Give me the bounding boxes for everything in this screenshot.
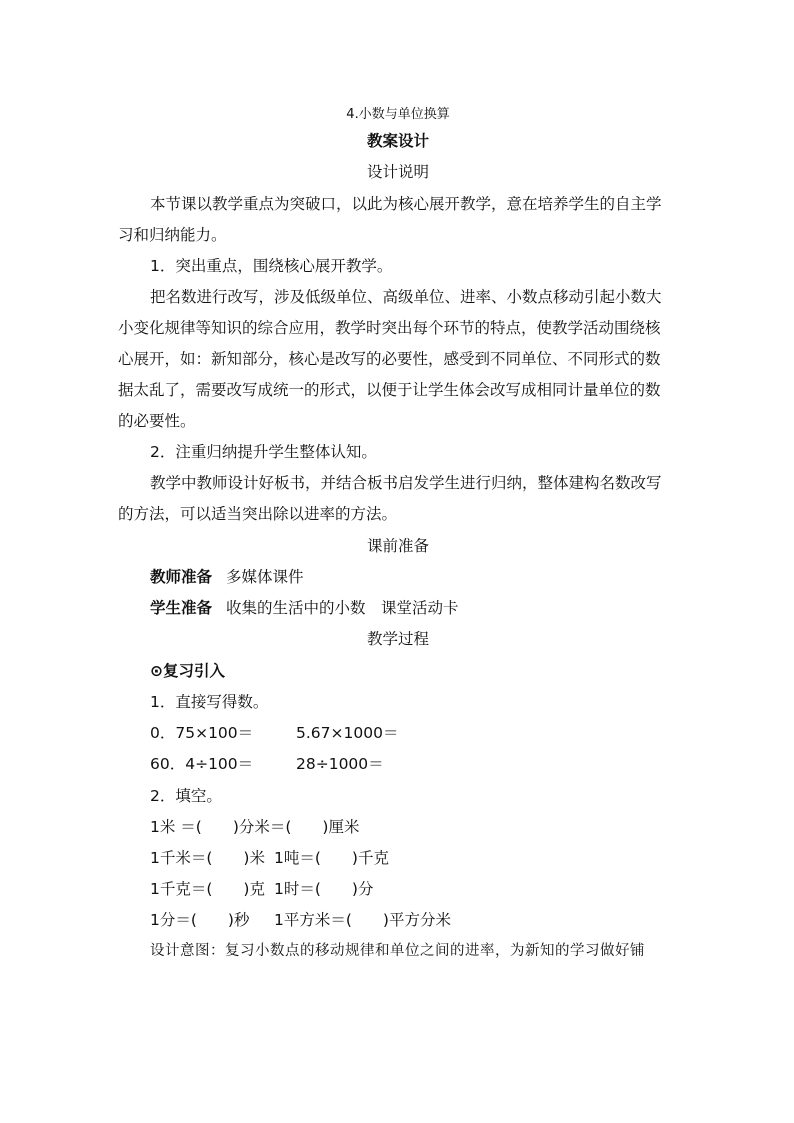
teacher-prep-row: [118, 567, 678, 587]
q1-item-4: 28÷1000＝: [296, 755, 384, 773]
q2-row-2: [118, 848, 678, 868]
doc-title: 4.小数与单位换算: [346, 107, 450, 122]
point1-line-4: 据太乱了，需要改写成统一的形式，以便于让学生体会改写成相同计量单位的数: [118, 381, 661, 399]
student-prep-row: [118, 598, 678, 618]
q1-item-2: 5.67×1000＝: [296, 724, 399, 742]
q2-item-kg: 1千克＝( )克: [150, 880, 265, 898]
process-heading: 教学过程: [366, 630, 429, 648]
intro-line-1: 本节课以教学重点为突破口，以此为核心展开教学，意在培养学生的自主学: [150, 195, 662, 213]
q2-row-1: 1米 ＝( )分米＝( )厘米: [150, 818, 360, 836]
q2-row-4: [118, 910, 678, 930]
teacher-prep-value: 多媒体课件: [226, 568, 304, 586]
q1-title: 1．直接写得数。: [150, 693, 269, 711]
review-title: ⊙复习引入: [150, 662, 225, 680]
point2-line-2: 的方法，可以适当突出除以进率的方法。: [118, 505, 398, 523]
section-title: 教案设计: [366, 132, 429, 150]
q2-item-hour: 1时＝( )分: [274, 880, 374, 898]
q2-row-3: [118, 879, 678, 899]
q2-item-minute: 1分＝( )秒: [150, 911, 250, 929]
student-prep-label: 学生准备: [150, 599, 213, 617]
intro-line-2: 习和归纳能力。: [118, 226, 227, 244]
q2-title: 2．填空。: [150, 787, 222, 805]
point2-title: 2．注重归纳提升学生整体认知。: [150, 443, 377, 461]
q2-item-ton: 1吨＝( )千克: [274, 849, 389, 867]
point1-line-2: 小变化规律等知识的综合应用，教学时突出每个环节的特点，使教学活动围绕核: [118, 319, 661, 337]
point1-line-5: 的必要性。: [118, 412, 196, 430]
point1-line-1: 把名数进行改写，涉及低级单位、高级单位、进率、小数点移动引起小数大: [150, 288, 662, 306]
q2-item-sqm: 1平方米＝( )平方分米: [274, 911, 451, 929]
q1-item-3: 60．4÷100＝: [150, 755, 254, 773]
q1-row-2: [118, 754, 678, 774]
design-intent: 设计意图：复习小数点的移动规律和单位之间的进率，为新知的学习做好铺: [150, 943, 645, 959]
prep-heading: 课前准备: [366, 537, 429, 555]
q2-item-km: 1千米＝( )米: [150, 849, 265, 867]
q1-item-1: 0．75×100＝: [150, 724, 254, 742]
q1-row-1: [118, 723, 678, 743]
point1-title: 1．突出重点，围绕核心展开教学。: [150, 257, 393, 275]
teacher-prep-label: 教师准备: [150, 568, 213, 586]
point1-line-3: 心展开，如：新知部分，核心是改写的必要性，感受到不同单位、不同形式的数: [118, 350, 661, 368]
design-heading: 设计说明: [366, 163, 429, 181]
student-prep-value: 收集的生活中的小数 课堂活动卡: [226, 599, 459, 617]
point2-line-1: 教学中教师设计好板书，并结合板书启发学生进行归纳，整体建构名数改写: [150, 474, 662, 492]
